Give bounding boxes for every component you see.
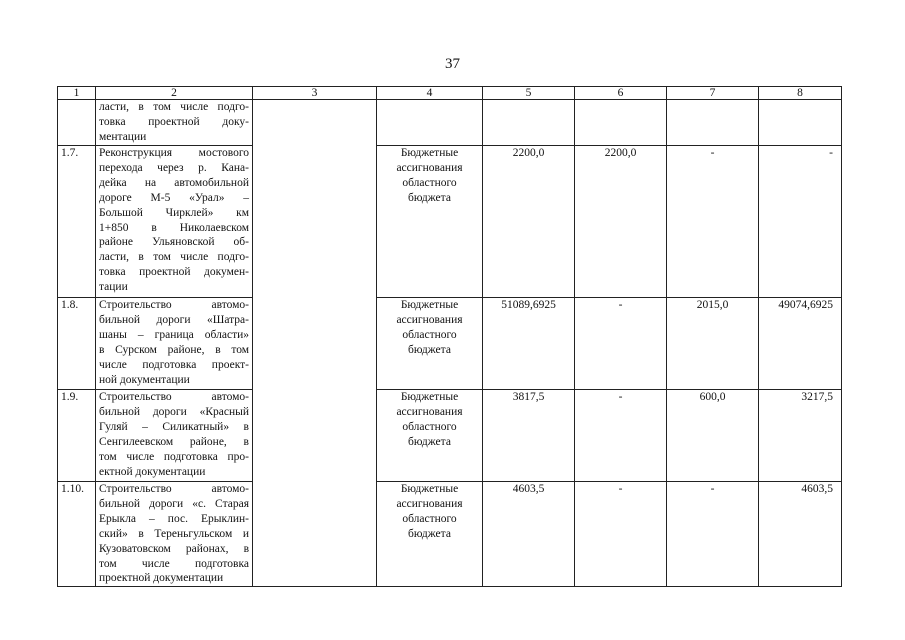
column-number-row bbox=[58, 87, 842, 100]
value-c7: - bbox=[667, 482, 759, 587]
value-c6: 2200,0 bbox=[575, 146, 667, 298]
measure-name-line: ментации bbox=[99, 130, 147, 143]
funding-source-line: областного bbox=[402, 328, 457, 341]
measure-name-line: товка проектной доку- bbox=[99, 115, 249, 128]
page-number: 37 bbox=[445, 56, 460, 72]
measure-name bbox=[96, 146, 253, 298]
measure-name-line: перехода через р. Кана- bbox=[99, 161, 249, 174]
column-3-cell bbox=[253, 146, 377, 298]
column-3-cell bbox=[253, 298, 377, 390]
funding-source-line: бюджета bbox=[408, 435, 451, 448]
table-row bbox=[58, 298, 842, 390]
measure-name-line: бильной дороги «Красный bbox=[99, 405, 249, 418]
measure-name-line: Строительство автомо- bbox=[99, 391, 249, 403]
item-number: 1.9. bbox=[58, 390, 96, 482]
funding-source-line: областного bbox=[402, 512, 457, 525]
measure-name-line: ский» в Тереньгульском и bbox=[99, 527, 249, 540]
value-c8: - bbox=[759, 146, 842, 298]
funding-source-line: ассигнования bbox=[396, 405, 463, 418]
funding-source-line: ассигнования bbox=[396, 497, 463, 510]
column-header: 5 bbox=[483, 87, 575, 100]
measure-name-line: ектной документации bbox=[99, 465, 206, 478]
measure-name-line: Строительство автомо- bbox=[99, 483, 249, 495]
value-c7 bbox=[667, 100, 759, 146]
column-3-cell bbox=[253, 482, 377, 587]
measure-name-line: бильной дороги «с. Старая bbox=[99, 497, 249, 510]
value-c5: 51089,6925 bbox=[483, 298, 575, 390]
measure-name bbox=[96, 100, 253, 146]
column-3-cell bbox=[253, 100, 377, 146]
measure-name-line: ласти, в том числе подго- bbox=[99, 101, 249, 113]
item-number: 1.10. bbox=[58, 482, 96, 587]
value-c5 bbox=[483, 100, 575, 146]
table-row bbox=[58, 390, 842, 482]
value-c7: 2015,0 bbox=[667, 298, 759, 390]
value-c7: 600,0 bbox=[667, 390, 759, 482]
measure-name bbox=[96, 482, 253, 587]
value-c6: - bbox=[575, 482, 667, 587]
funding-source bbox=[377, 100, 483, 146]
value-c8 bbox=[759, 100, 842, 146]
measure-name-line: том числе подготовка bbox=[99, 557, 249, 570]
funding-source bbox=[377, 482, 483, 587]
measure-name-line: том числе подготовка про- bbox=[99, 450, 249, 463]
funding-source-line: ассигнования bbox=[396, 313, 463, 326]
value-c6 bbox=[575, 100, 667, 146]
value-c8: 4603,5 bbox=[759, 482, 842, 587]
column-header: 4 bbox=[377, 87, 483, 100]
value-c6: - bbox=[575, 390, 667, 482]
funding-source-line: Бюджетные bbox=[400, 299, 459, 311]
measure-name-line: Кузоватовском районах, в bbox=[99, 542, 249, 555]
funding-source-line: бюджета bbox=[408, 527, 451, 540]
item-number bbox=[58, 100, 96, 146]
measure-name-line: Строительство автомо- bbox=[99, 299, 249, 311]
measure-name bbox=[96, 390, 253, 482]
value-c8: 3217,5 bbox=[759, 390, 842, 482]
measure-name-line: дейка на автомобильной bbox=[99, 176, 249, 189]
column-header: 6 bbox=[575, 87, 667, 100]
measure-name-line: дороге М-5 «Урал» – bbox=[99, 191, 249, 204]
item-number: 1.8. bbox=[58, 298, 96, 390]
measure-name-line: товка проектной докумен- bbox=[99, 266, 249, 279]
funding-source-line: Бюджетные bbox=[400, 483, 459, 495]
column-header: 3 bbox=[253, 87, 377, 100]
value-c5: 4603,5 bbox=[483, 482, 575, 587]
funding-source bbox=[377, 146, 483, 298]
column-header: 7 bbox=[667, 87, 759, 100]
table-row bbox=[58, 482, 842, 587]
measure-name-line: Большой Чирклей» км bbox=[99, 206, 249, 219]
funding-source bbox=[377, 390, 483, 482]
measure-name-line: Сенгилеевском районе, в bbox=[99, 435, 249, 448]
measure-name-line: тации bbox=[99, 281, 128, 294]
funding-source-line: бюджета bbox=[408, 343, 451, 356]
value-c7: - bbox=[667, 146, 759, 298]
measure-name-line: ной документации bbox=[99, 373, 190, 386]
column-header: 8 bbox=[759, 87, 842, 100]
value-c5: 2200,0 bbox=[483, 146, 575, 298]
measure-name-line: в Сурском районе, в том bbox=[99, 343, 249, 356]
measure-name-line: Реконструкция мостового bbox=[99, 147, 249, 159]
funding-source-line: областного bbox=[402, 420, 457, 433]
measure-name-line: ласти, в том числе подго- bbox=[99, 251, 249, 264]
funding-source-line: Бюджетные bbox=[400, 391, 459, 403]
measure-name-line: Гуляй – Силикатный» в bbox=[99, 420, 249, 433]
column-header: 1 bbox=[58, 87, 96, 100]
table-row bbox=[58, 100, 842, 146]
measure-name-line: бильной дороги «Шатра- bbox=[99, 313, 249, 326]
funding-source bbox=[377, 298, 483, 390]
funding-source-line: областного bbox=[402, 176, 457, 189]
measure-name-line: Ерыкла – пос. Ерыклин- bbox=[99, 512, 249, 525]
table-row bbox=[58, 146, 842, 298]
funding-source-line: ассигнования bbox=[396, 161, 463, 174]
funding-source-line: Бюджетные bbox=[400, 147, 459, 159]
value-c6: - bbox=[575, 298, 667, 390]
column-3-cell bbox=[253, 390, 377, 482]
measure-name-line: районе Ульяновской об- bbox=[99, 236, 249, 249]
measure-name-line: 1+850 в Николаевском bbox=[99, 221, 249, 234]
measure-name-line: шаны – граница области» bbox=[99, 328, 249, 341]
column-header: 2 bbox=[96, 87, 253, 100]
measure-name bbox=[96, 298, 253, 390]
value-c5: 3817,5 bbox=[483, 390, 575, 482]
budget-table bbox=[57, 86, 842, 587]
measure-name-line: проектной документации bbox=[99, 572, 224, 585]
item-number: 1.7. bbox=[58, 146, 96, 298]
value-c8: 49074,6925 bbox=[759, 298, 842, 390]
funding-source-line: бюджета bbox=[408, 191, 451, 204]
measure-name-line: числе подготовка проект- bbox=[99, 358, 249, 371]
table-body bbox=[58, 100, 842, 587]
